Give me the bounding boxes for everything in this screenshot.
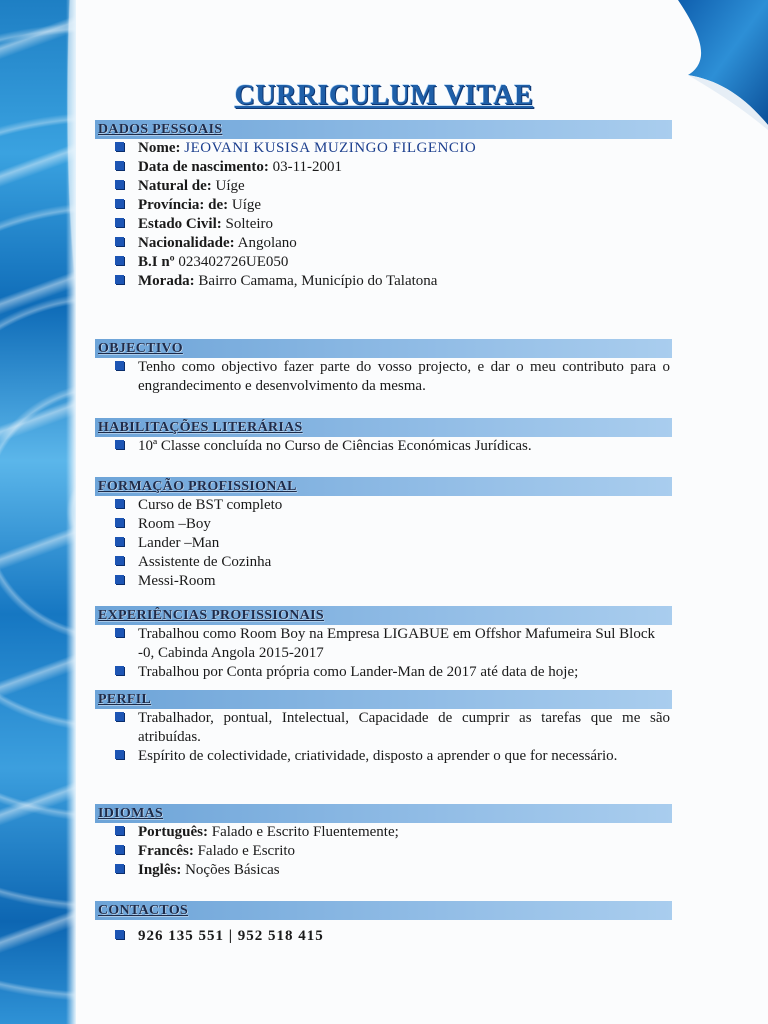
square-bullet-icon — [115, 666, 124, 675]
list-item: B.I nº 023402726UE050 — [95, 253, 672, 272]
square-bullet-icon — [115, 628, 124, 637]
list-item: Estado Civil: Solteiro — [95, 215, 672, 234]
full-name: JEOVANI KUSISA MUZINGO FILGENCIO — [184, 140, 477, 156]
list-item: Nome: JEOVANI KUSISA MUZINGO FILGENCIO — [95, 139, 672, 158]
list-item: Data de nascimento: 03-11-2001 — [95, 158, 672, 177]
square-bullet-icon — [115, 518, 124, 527]
list-item: Trabalhou por Conta própria como Lander-Man de 2017 até data de hoje; — [95, 663, 672, 682]
decorative-blue-strip — [0, 0, 76, 1024]
section-habilitacoes — [95, 418, 672, 456]
section-perfil — [95, 690, 672, 766]
section-heading: OBJECTIVO — [95, 339, 672, 358]
list-item — [95, 927, 672, 946]
square-bullet-icon — [115, 826, 124, 835]
list-item: Messi-Room — [95, 572, 672, 591]
square-bullet-icon — [115, 237, 124, 246]
section-heading: HABILITAÇÕES LITERÁRIAS — [95, 418, 672, 437]
phone-numbers: 926 135 551 | 952 518 415 — [138, 928, 324, 944]
list-item: Natural de: Uíge — [95, 177, 672, 196]
section-heading: DADOS PESSOAIS — [95, 120, 672, 139]
list-item: Assistente de Cozinha — [95, 553, 672, 572]
square-bullet-icon — [115, 750, 124, 759]
square-bullet-icon — [115, 556, 124, 565]
section-experiencias — [95, 606, 672, 682]
section-heading: EXPERIÊNCIAS PROFISSIONAIS — [95, 606, 672, 625]
section-formacao — [95, 477, 672, 591]
section-heading: CONTACTOS — [95, 901, 672, 920]
square-bullet-icon — [115, 712, 124, 721]
square-bullet-icon — [115, 256, 124, 265]
list-item: Curso de BST completo — [95, 496, 672, 515]
square-bullet-icon — [115, 537, 124, 546]
section-dados-pessoais — [95, 120, 672, 291]
list-item: Espírito de colectividade, criatividade, disposto a aprender o que for necessário. — [95, 747, 672, 766]
list-item: Inglês: Noções Básicas — [95, 861, 672, 880]
list-item: Tenho como objectivo fazer parte do vosso projecto, e dar o meu contributo para o engrandecimento e desenvolvimento da mesma. — [95, 358, 672, 396]
list-item: Trabalhador, pontual, Intelectual, Capacidade de cumprir as tarefas que me são atribuídas. — [95, 709, 672, 747]
square-bullet-icon — [115, 180, 124, 189]
square-bullet-icon — [115, 199, 124, 208]
square-bullet-icon — [115, 440, 124, 449]
list-item: Lander –Man — [95, 534, 672, 553]
list-item: Francês: Falado e Escrito — [95, 842, 672, 861]
list-item: Português: Falado e Escrito Fluentemente; — [95, 823, 672, 842]
square-bullet-icon — [115, 275, 124, 284]
square-bullet-icon — [115, 930, 124, 939]
page-title: CURRICULUM VITAE — [234, 80, 534, 111]
square-bullet-icon — [115, 161, 124, 170]
section-idiomas — [95, 804, 672, 880]
section-objectivo — [95, 339, 672, 396]
list-item: Trabalhou como Room Boy na Empresa LIGABUE em Offshor Mafumeira Sul Block -0, Cabinda Angola 2015-2017 — [95, 625, 672, 663]
section-heading: FORMAÇÃO PROFISSIONAL — [95, 477, 672, 496]
square-bullet-icon — [115, 361, 124, 370]
list-item: Nacionalidade: Angolano — [95, 234, 672, 253]
list-item: Morada: Bairro Camama, Município do Talatona — [95, 272, 672, 291]
square-bullet-icon — [115, 499, 124, 508]
square-bullet-icon — [115, 218, 124, 227]
square-bullet-icon — [115, 142, 124, 151]
section-heading: PERFIL — [95, 690, 672, 709]
section-heading: IDIOMAS — [95, 804, 672, 823]
list-item: 10ª Classe concluída no Curso de Ciências Económicas Jurídicas. — [95, 437, 672, 456]
list-item: Província: de: Uíge — [95, 196, 672, 215]
square-bullet-icon — [115, 864, 124, 873]
square-bullet-icon — [115, 575, 124, 584]
list-item: Room –Boy — [95, 515, 672, 534]
square-bullet-icon — [115, 845, 124, 854]
section-contactos — [95, 901, 672, 946]
